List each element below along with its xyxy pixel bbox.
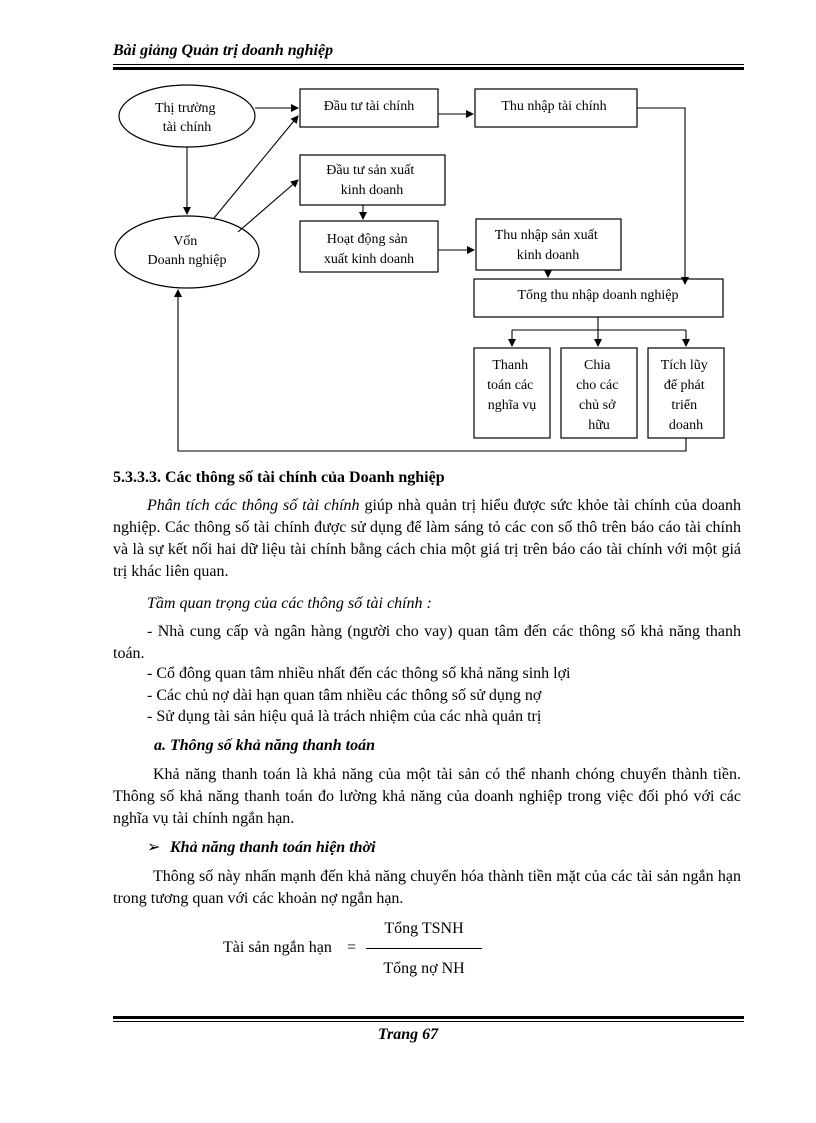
intro-paragraph xyxy=(113,495,741,583)
importance-bullet-4: - Sử dụng tài sản hiệu quả là trách nhiệm của các nhà quản trị xyxy=(147,708,542,725)
formula-denominator: Tổng nợ NH xyxy=(383,960,465,977)
formula-label: Tài sản ngắn hạn xyxy=(223,939,332,956)
footer-rule-thin xyxy=(113,1021,744,1022)
arrow-bullet-icon: ➢ xyxy=(147,839,161,856)
importance-bullet-1: - Nhà cung cấp và ngân hàng (người cho vay) quan tâm đến các thông số khả năng thanh toán. xyxy=(113,623,741,662)
arrow-finincome-to-total xyxy=(637,108,685,284)
footer-rule-thick xyxy=(113,1016,744,1019)
intro-lead: Phân tích các thông số tài chính xyxy=(147,497,360,514)
production-activity-text: Hoạt động sản xuất kinh doanh xyxy=(323,232,415,267)
arrow-capital-to-fininvest xyxy=(214,116,298,218)
accumulate-text: Tích lũy để phát triển doanh xyxy=(660,358,708,433)
importance-bullet-2: - Cổ đông quan tâm nhiều nhất đến các thông số khả năng sinh lợi xyxy=(147,665,571,682)
total-income-text: Tổng thu nhập doanh nghiệp xyxy=(517,288,679,303)
production-investment-text: Đầu tư sản xuất kinh doanh xyxy=(326,163,415,198)
section-heading: 5.3.3.3. Các thông số tài chính của Doanh nghiệp xyxy=(113,469,445,486)
intro-rest: giúp nhà quản trị hiểu được sức khỏe tài chính của doanh nghiệp. Các thông số tài chính được sử dụng để làm sáng tỏ các con số thô trên báo cáo tài chính và là sự kết nối hai dữ liệu tài chính bằng cách chia một giá trị trên báo cáo tài chính với một giá trị khác liên quan. xyxy=(113,497,742,580)
formula-fraction-bar xyxy=(366,948,482,949)
distribute-owners-text: Chia cho các chủ sở hữu xyxy=(576,358,619,433)
market-ellipse-text: Thị trường tài chính xyxy=(155,101,216,135)
current-ratio-text: Thông số này nhấn mạnh đến khả năng chuyển hóa thành tiền mặt của các tài sản ngắn hạn trong tương quan với các khoản nợ ngắn hạn. xyxy=(113,868,741,907)
importance-title: Tầm quan trọng của các thông số tài chính : xyxy=(147,595,432,612)
formula-equals: = xyxy=(347,939,357,956)
pay-obligations-text: Thanh toán các nghĩa vụ xyxy=(487,358,537,413)
page-number: Trang 67 xyxy=(377,1026,439,1043)
current-ratio-heading: Khả năng thanh toán hiện thời xyxy=(170,839,376,856)
arrow-capital-to-prodinvest xyxy=(238,180,298,232)
subsection-a-text: Khả năng thanh toán là khả năng của một tài sản có thể nhanh chóng chuyển thành tiền. Thông số khả năng thanh toán đo lường khả năng của doanh nghiệp trong việc đối phó với các nghĩa vụ tài chính ngắn hạn. xyxy=(113,766,741,827)
header-title: Bài giảng Quản trị doanh nghiệp xyxy=(113,42,334,59)
financial-investment-text: Đầu tư tài chính xyxy=(323,99,415,114)
importance-bullet-3: - Các chủ nợ dài hạn quan tâm nhiều các thông số sử dụng nợ xyxy=(147,687,542,704)
market-ellipse xyxy=(119,85,255,147)
formula-numerator: Tổng TSNH xyxy=(384,920,464,937)
production-income-text: Thu nhập sản xuất kinh doanh xyxy=(494,228,598,263)
capital-ellipse-text: Vốn Doanh nghiệp xyxy=(147,234,227,268)
financial-flow-diagram xyxy=(0,0,816,470)
financial-income-text: Thu nhập tài chính xyxy=(501,99,607,114)
capital-ellipse xyxy=(115,216,259,288)
subsection-a-heading: a. Thông số khả năng thanh toán xyxy=(154,737,375,754)
